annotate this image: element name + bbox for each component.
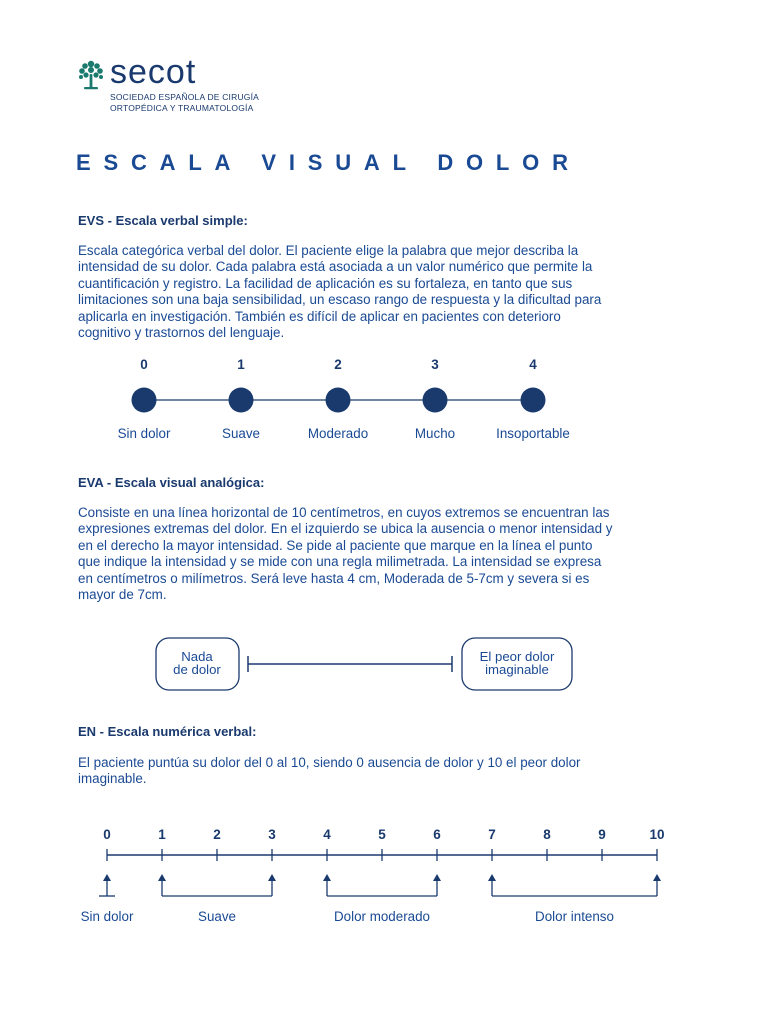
evs-value-4: 4 xyxy=(529,357,537,372)
evs-label-3: Mucho xyxy=(414,426,456,441)
evs-scale-diagram xyxy=(0,350,768,450)
evs-line: cuantificación y registro. La facilidad de aplicación es su fortaleza, en tanto que sus xyxy=(78,275,573,291)
evs-label-4: Insoportable xyxy=(496,426,570,441)
en-tick-label: 0 xyxy=(103,827,111,842)
eva-description xyxy=(78,505,678,603)
evs-heading: EVS - Escala verbal simple: xyxy=(78,213,248,228)
eva-heading: EVA - Escala visual analógica: xyxy=(78,475,265,490)
en-tick-label: 1 xyxy=(158,827,166,842)
eva-line: Consiste en una línea horizontal de 10 centímetros, en cuyos extremos se encuentran las xyxy=(78,505,610,520)
eva-right-label-1: El peor dolor xyxy=(479,649,555,664)
tree-logo-icon xyxy=(76,58,106,90)
en-tick-label: 2 xyxy=(213,827,221,842)
evs-point-1 xyxy=(229,388,254,413)
en-scale-diagram xyxy=(0,820,768,930)
en-arrow-head-icon xyxy=(158,874,166,881)
en-tick-label: 5 xyxy=(378,827,386,842)
evs-label-1: Suave xyxy=(222,426,260,441)
en-tick-label: 10 xyxy=(649,827,665,842)
en-description xyxy=(78,755,678,788)
evs-point-4 xyxy=(521,388,546,413)
eva-scale-diagram xyxy=(0,630,768,700)
eva-right-label-2: imaginable xyxy=(485,662,549,677)
en-tick-label: 3 xyxy=(268,827,276,842)
evs-value-2: 2 xyxy=(334,357,342,372)
evs-label-2: Moderado xyxy=(307,426,369,441)
eva-left-label-2: de dolor xyxy=(173,662,221,677)
en-arrow-head-icon xyxy=(323,874,331,881)
eva-line: que indique la intensidad y se mide con una regla milimetrada. La intensidad se expresa xyxy=(78,554,602,570)
en-tick-label: 7 xyxy=(488,827,496,842)
evs-point-2 xyxy=(326,388,351,413)
evs-line: cognitivo y trastornos del lenguaje. xyxy=(78,325,285,341)
en-range-label: Dolor intenso xyxy=(535,909,614,924)
en-tick-label: 8 xyxy=(543,827,551,842)
en-arrow-head-icon xyxy=(653,874,661,881)
eva-left-label-1: Nada xyxy=(181,649,213,664)
evs-value-0: 0 xyxy=(140,357,148,372)
org-name-line-2: ORTOPÉDICA Y TRAUMATOLOGÍA xyxy=(110,103,254,113)
en-tick-label: 4 xyxy=(323,827,331,842)
en-tick-label: 6 xyxy=(433,827,441,842)
org-name-line-1: SOCIEDAD ESPAÑOLA DE CIRUGÍA xyxy=(110,92,260,102)
evs-description xyxy=(78,243,678,341)
evs-label-0: Sin dolor xyxy=(117,426,171,441)
en-arrow-head-icon xyxy=(433,874,441,881)
en-arrow-head-icon xyxy=(268,874,276,881)
page-title: ESCALA VISUAL DOLOR xyxy=(76,150,581,175)
en-arrow-head-icon xyxy=(103,874,111,881)
eva-line: en centímetros o milímetros. Será leve hasta 4 cm, Moderada de 5-7cm y severa si es xyxy=(78,570,590,586)
evs-line: Escala categórica verbal del dolor. El paciente elige la palabra que mejor describa la xyxy=(78,243,579,258)
en-range-label: Sin dolor xyxy=(80,909,134,924)
eva-line: en el derecho la mayor intensidad. Se pide al paciente que marque en la línea el punto xyxy=(78,537,593,553)
en-heading: EN - Escala numérica verbal: xyxy=(78,724,257,739)
evs-line: limitaciones son una baja sensibilidad, un escaso rango de respuesta y la dificultad para xyxy=(78,292,602,308)
en-tick-label: 9 xyxy=(598,827,606,842)
evs-line: aplicarla en investigación. También es difícil de aplicar en pacientes con deterioro xyxy=(78,308,561,324)
eva-line: expresiones extremas del dolor. En el izquierdo se ubica la ausencia o menor intensidad y xyxy=(78,521,613,537)
logo-wordmark: secot xyxy=(110,53,197,91)
evs-point-0 xyxy=(132,388,157,413)
eva-line: mayor de 7cm. xyxy=(78,587,167,603)
evs-value-1: 1 xyxy=(237,357,245,372)
en-range-label: Dolor moderado xyxy=(333,909,431,924)
en-line: El paciente puntúa su dolor del 0 al 10, siendo 0 ausencia de dolor y 10 el peor dolor xyxy=(78,755,581,770)
en-arrow-head-icon xyxy=(488,874,496,881)
evs-point-3 xyxy=(423,388,448,413)
evs-value-3: 3 xyxy=(431,357,439,372)
en-range-label: Suave xyxy=(198,909,236,924)
evs-line: intensidad de su dolor. Cada palabra está asociada a un valor numérico que permite la xyxy=(78,259,593,275)
en-line: imaginable. xyxy=(78,771,147,787)
